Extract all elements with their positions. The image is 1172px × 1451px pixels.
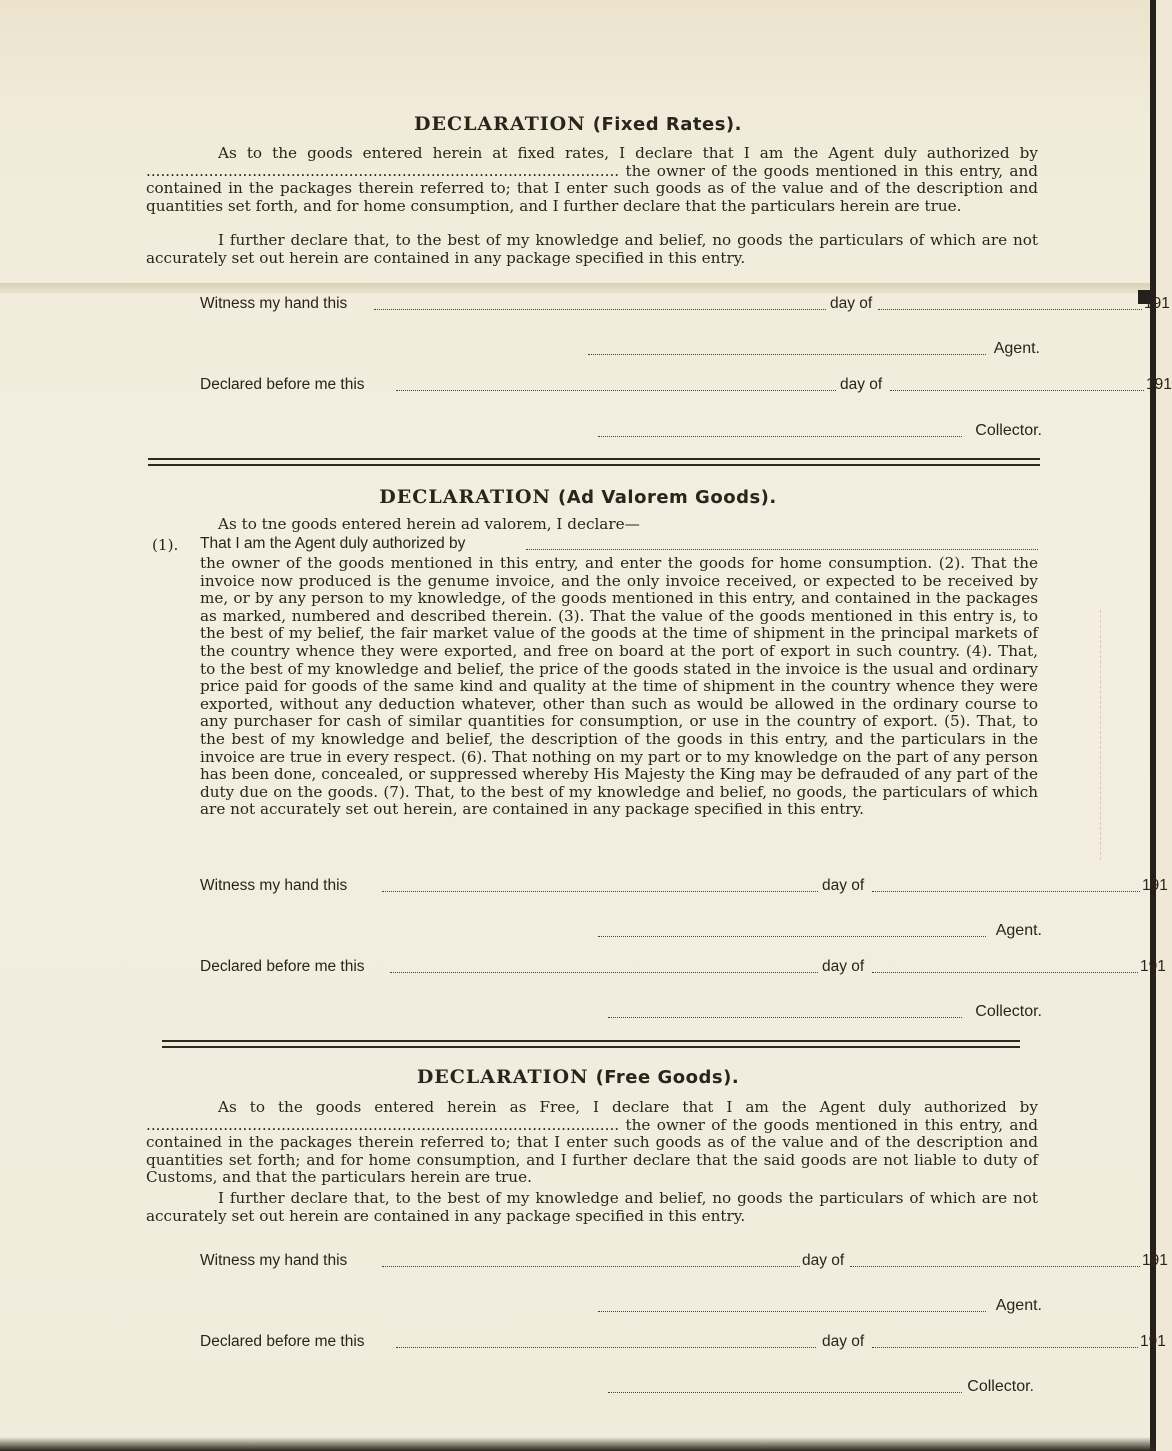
fixed-title: DECLARATION (Fixed Rates). <box>413 113 742 135</box>
fixed-collector-line[interactable]: Collector. <box>598 422 1042 442</box>
fixed-declared-line[interactable]: Declared before me this day of 191 <box>200 376 1172 393</box>
fixed-declaration-text-2: I further declare that, to the best of my knowledge and belief, no goods the particulars of which are not accurately set out herein are contained in any package specified in this entry. <box>146 231 1038 267</box>
free-collector-line[interactable]: Collector. <box>608 1378 1034 1398</box>
free-declaration-text: As to the goods entered herein as Free, I declare that I am the Agent duly authorized by .................................................................................................. the owner of the goods mentioned in this entry, and contained in the packages therein referred to; that I enter such goods as of the value and of the description and quantities set forth; and for home consumption, and I further declare that the said goods are not liable to duty of Customs, and that the particulars herein are true. <box>146 1098 1038 1186</box>
advalorem-title: DECLARATION (Ad Valorem Goods). <box>379 486 777 508</box>
advalorem-agent-by-line[interactable]: That I am the Agent duly authorized by <box>200 535 1040 555</box>
advalorem-clause-number: (1). <box>152 536 179 554</box>
section-divider-2b <box>162 1046 1020 1048</box>
paper-edge <box>1150 0 1156 1451</box>
advalorem-collector-line[interactable]: Collector. <box>608 1003 1042 1023</box>
advalorem-declaration-text: the owner of the goods mentioned in this entry, and enter the goods for home consumption. (2). That the invoice now produced is the genume invoice, and the only invoice received, or expected to be received by me, or by any person to my knowledge, of the goods mentioned in this entry, and contained in the packages as marked, numbered and described therein. (3). That the value of the goods mentioned in this entry is, to the best of my belief, the fair market value of the goods at the time of shipment in the principal markets of the country whence they were exported, and free on board at the port of export in such country. (4). That, to the best of my knowledge and belief, the price of the goods stated in the invoice is the usual and ordinary price paid for goods of the same kind and quality at the time of shipment in the country whence they were exported, without any deduction whatever, other than such as would be allowed in the ordinary course to any purchaser for cash of similar quantities for consumption, or use in the country of export. (5). That, to the best of my knowledge and belief, the description of the goods in this entry, and the particulars in the invoice are true in every respect. (6). That nothing on my part or to my knowledge on the part of any person has been done, concealed, or suppressed whereby His Majesty the King may be defrauded of any part of the duty due on the goods. (7). That, to the best of my knowledge and belief, no goods, the particulars of which are not accurately set out herein, are contained in any package specified in this entry. <box>200 554 1038 819</box>
free-agent-line[interactable]: Agent. <box>598 1297 1042 1317</box>
fixed-agent-line[interactable]: Agent. <box>588 340 1040 360</box>
free-declared-line[interactable]: Declared before me this day of 191 <box>200 1333 1166 1350</box>
free-title: DECLARATION (Free Goods). <box>416 1066 740 1088</box>
paper-edge-bottom <box>0 1437 1156 1451</box>
section-divider-1b <box>148 464 1040 466</box>
free-witness-line[interactable]: Witness my hand this day of 191 <box>200 1252 1168 1269</box>
section-divider-1 <box>148 458 1040 460</box>
paper-fold <box>0 283 1156 293</box>
fixed-declaration-text: As to the goods entered herein at fixed rates, I declare that I am the Agent duly authorized by .................................................................................................. the owner of the goods mentioned in this entry, and contained in the packages therein referred to; that I enter such goods as of the value and of the description and quantities set forth, and for home consumption, and I further declare that the particulars herein are true. <box>146 144 1038 215</box>
advalorem-agent-line[interactable]: Agent. <box>598 922 1042 942</box>
fixed-witness-line[interactable]: Witness my hand this day of 191 <box>200 295 1170 312</box>
advalorem-declared-line[interactable]: Declared before me this day of 191 <box>200 958 1166 975</box>
free-declaration-text-2: I further declare that, to the best of my knowledge and belief, no goods the particulars of which are not accurately set out herein are contained in any package specified in this entry. <box>146 1189 1038 1225</box>
section-divider-2 <box>162 1040 1020 1042</box>
advalorem-witness-line[interactable]: Witness my hand this day of 191 <box>200 877 1168 894</box>
advalorem-intro: As to tne goods entered herein ad valorem, I declare— <box>218 515 640 533</box>
